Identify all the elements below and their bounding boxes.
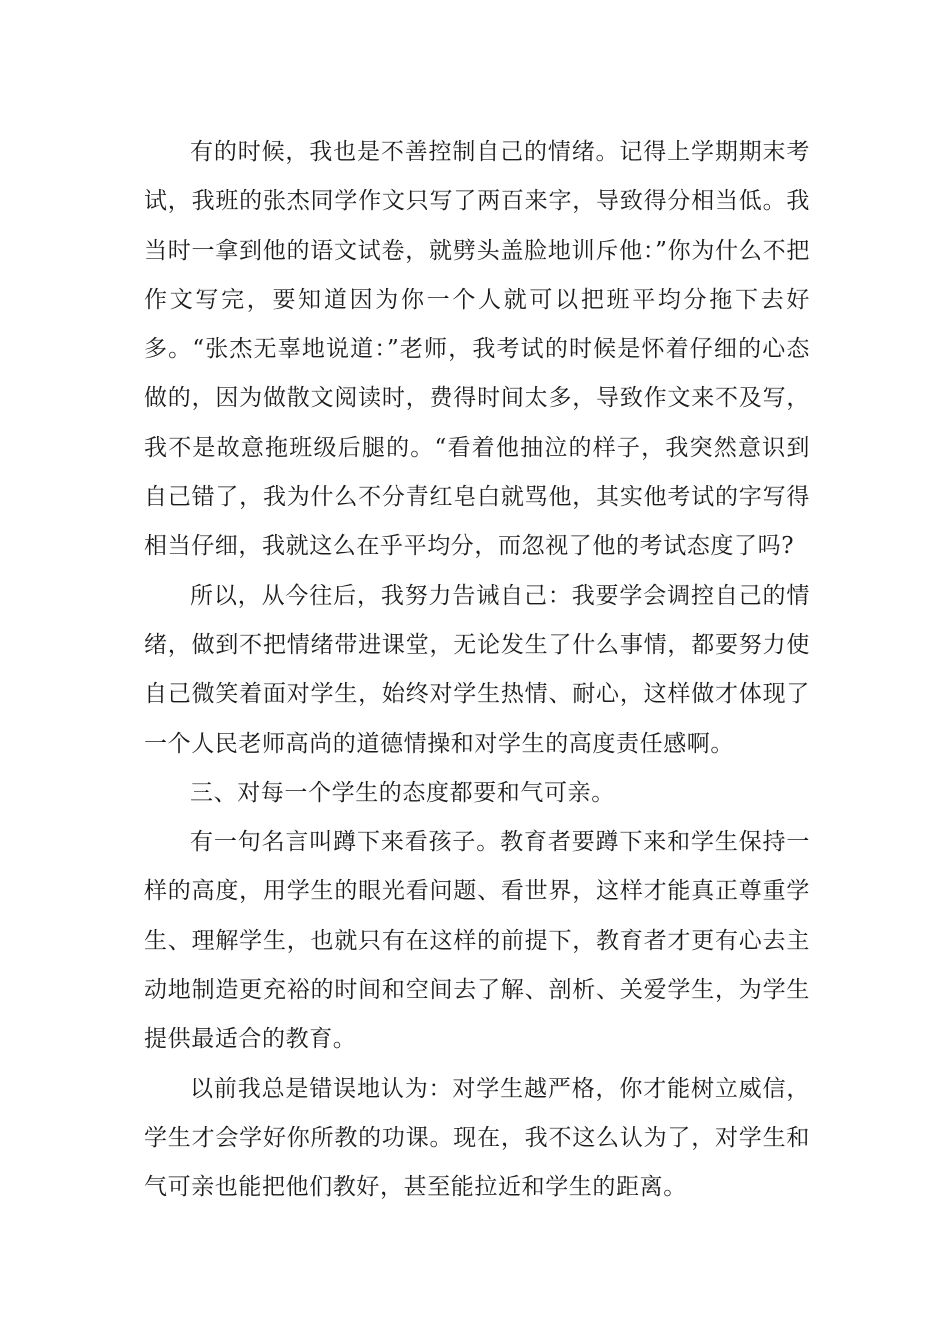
document-body bbox=[144, 128, 810, 1213]
section-heading-three: 三、对每一个学生的态度都要和气可亲。 bbox=[190, 779, 615, 806]
paragraph-past-belief: 以前我总是错误地认为：对学生越严格，你才能树立威信，学生才会学好你所教的功课。现在，我不这么认为了，对学生和气可亲也能把他们教好，甚至能拉近和学生的距离。 bbox=[144, 1075, 810, 1201]
paragraph-emotion-control: 有的时候，我也是不善控制自己的情绪。记得上学期期末考试，我班的张杰同学作文只写了两百来字，导致得分相当低。我当时一拿到他的语文试卷，就劈头盖脸地训斥他：”你为什么不把作文写完，要知道因为你一个人就可以把班平均分拖下去好多。“张杰无辜地说道：”老师，我考试的时候是怀着仔细的心态做的，因为做散文阅读时，费得时间太多，导致作文来不及写，我不是故意拖班级后腿的。“看着他抽泣的样子，我突然意识到自己错了，我为什么不分青红皂白就骂他，其实他考试的字写得相当仔细，我就这么在乎平均分，而忽视了他的考试态度了吗? bbox=[144, 139, 810, 560]
paragraph-self-reminder: 所以，从今往后，我努力告诫自己：我要学会调控自己的情绪，做到不把情绪带进课堂，无论发生了什么事情，都要努力使自己微笑着面对学生，始终对学生热情、耐心，这样做才体现了一个人民老师高尚的道德情操和对学生的高度责任感啊。 bbox=[144, 582, 810, 757]
paragraph-squat-down: 有一句名言叫蹲下来看孩子。教育者要蹲下来和学生保持一样的高度，用学生的眼光看问题、看世界，这样才能真正尊重学生、理解学生，也就只有在这样的前提下，教育者才更有心去主动地制造更充裕的时间和空间去了解、剖析、关爱学生，为学生提供最适合的教育。 bbox=[144, 829, 810, 1053]
